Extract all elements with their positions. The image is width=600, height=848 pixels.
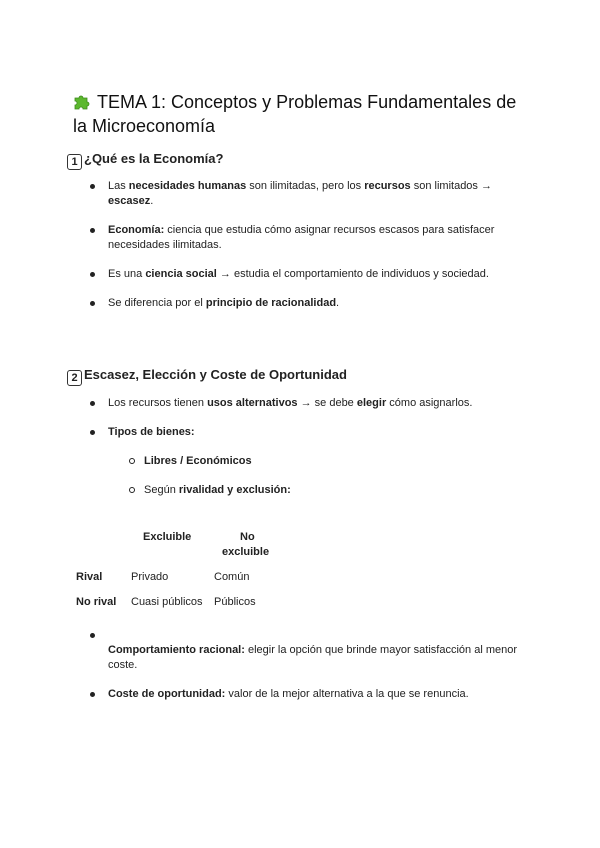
bullet-dot	[90, 301, 95, 306]
bold-text: principio de racionalidad	[205, 297, 337, 309]
text: elegir la opción que brinde mayor satisfacción al menor	[244, 644, 517, 656]
bold-text: recursos	[364, 180, 411, 192]
text: necesidades ilimitadas.	[108, 239, 222, 251]
bold-text: usos alternativos	[207, 397, 298, 409]
bold-text: Libres / Económicos	[144, 455, 252, 467]
text: → se debe	[297, 397, 357, 409]
bold-text: escasez	[108, 195, 151, 207]
table-header-excluible-2: excluible	[222, 546, 270, 558]
section-2-heading	[67, 366, 347, 386]
bold-text: Coste de oportunidad:	[108, 688, 226, 700]
page-title	[73, 90, 553, 138]
section-1-heading-text: ¿Qué es la Economía?	[84, 151, 224, 166]
text: Es una	[108, 268, 146, 280]
bullet-dot	[90, 692, 95, 697]
bold-text: ciencia social	[145, 268, 217, 280]
text: .	[150, 195, 154, 207]
section-2-heading-text: Escasez, Elección y Coste de Oportunidad	[84, 367, 347, 382]
bold-text: necesidades humanas	[128, 180, 247, 192]
text: ciencia que estudia cómo asignar recursos escasos para satisfacer	[164, 224, 495, 236]
circle-bullet	[129, 487, 135, 493]
bullet-dot	[90, 228, 95, 233]
puzzle-piece-icon	[73, 92, 91, 110]
text: Se diferencia por el	[108, 297, 206, 309]
text: cómo asignarlos.	[386, 397, 473, 409]
text: coste.	[108, 659, 138, 671]
keycap-2-icon: 2	[67, 370, 82, 386]
bullet-dot	[90, 430, 95, 435]
text: Las	[108, 180, 129, 192]
table-row-label-no-rival: No rival	[76, 596, 117, 608]
text: .	[336, 297, 340, 309]
text: → estudia el comportamiento de individuos y sociedad.	[216, 268, 489, 280]
table-cell-privado: Privado	[131, 571, 169, 583]
bullet-dot	[90, 633, 95, 638]
keycap-1-icon: 1	[67, 154, 82, 170]
bold-text: Tipos de bienes:	[108, 426, 195, 438]
bullet-dot	[90, 272, 95, 277]
text: son ilimitadas, pero los	[246, 180, 365, 192]
text: valor de la mejor alternativa a la que se renuncia.	[225, 688, 469, 700]
table-cell-cuasi-publicos: Cuasi públicos	[131, 596, 203, 608]
bullet-dot	[90, 401, 95, 406]
table-row-label-rival: Rival	[76, 571, 103, 583]
table-cell-comun: Común	[214, 571, 250, 583]
text: Según	[144, 484, 179, 496]
bold-text: elegir	[356, 397, 387, 409]
table-header-excluible: Excluible	[143, 531, 192, 543]
text: son limitados →	[410, 180, 492, 192]
bold-text: Comportamiento racional:	[108, 644, 245, 656]
bullet-dot	[90, 184, 95, 189]
text: Los recursos tienen	[108, 397, 208, 409]
bold-text: Economía:	[108, 224, 165, 236]
table-cell-publicos: Públicos	[214, 596, 256, 608]
title-line-1: TEMA 1: Conceptos y Problemas Fundamentales de	[97, 92, 517, 112]
bold-text: rivalidad y exclusión:	[178, 484, 291, 496]
table-header-no: No	[240, 531, 255, 543]
title-line-2: la Microeconomía	[73, 116, 216, 136]
section-1-heading	[67, 150, 223, 170]
circle-bullet	[129, 458, 135, 464]
